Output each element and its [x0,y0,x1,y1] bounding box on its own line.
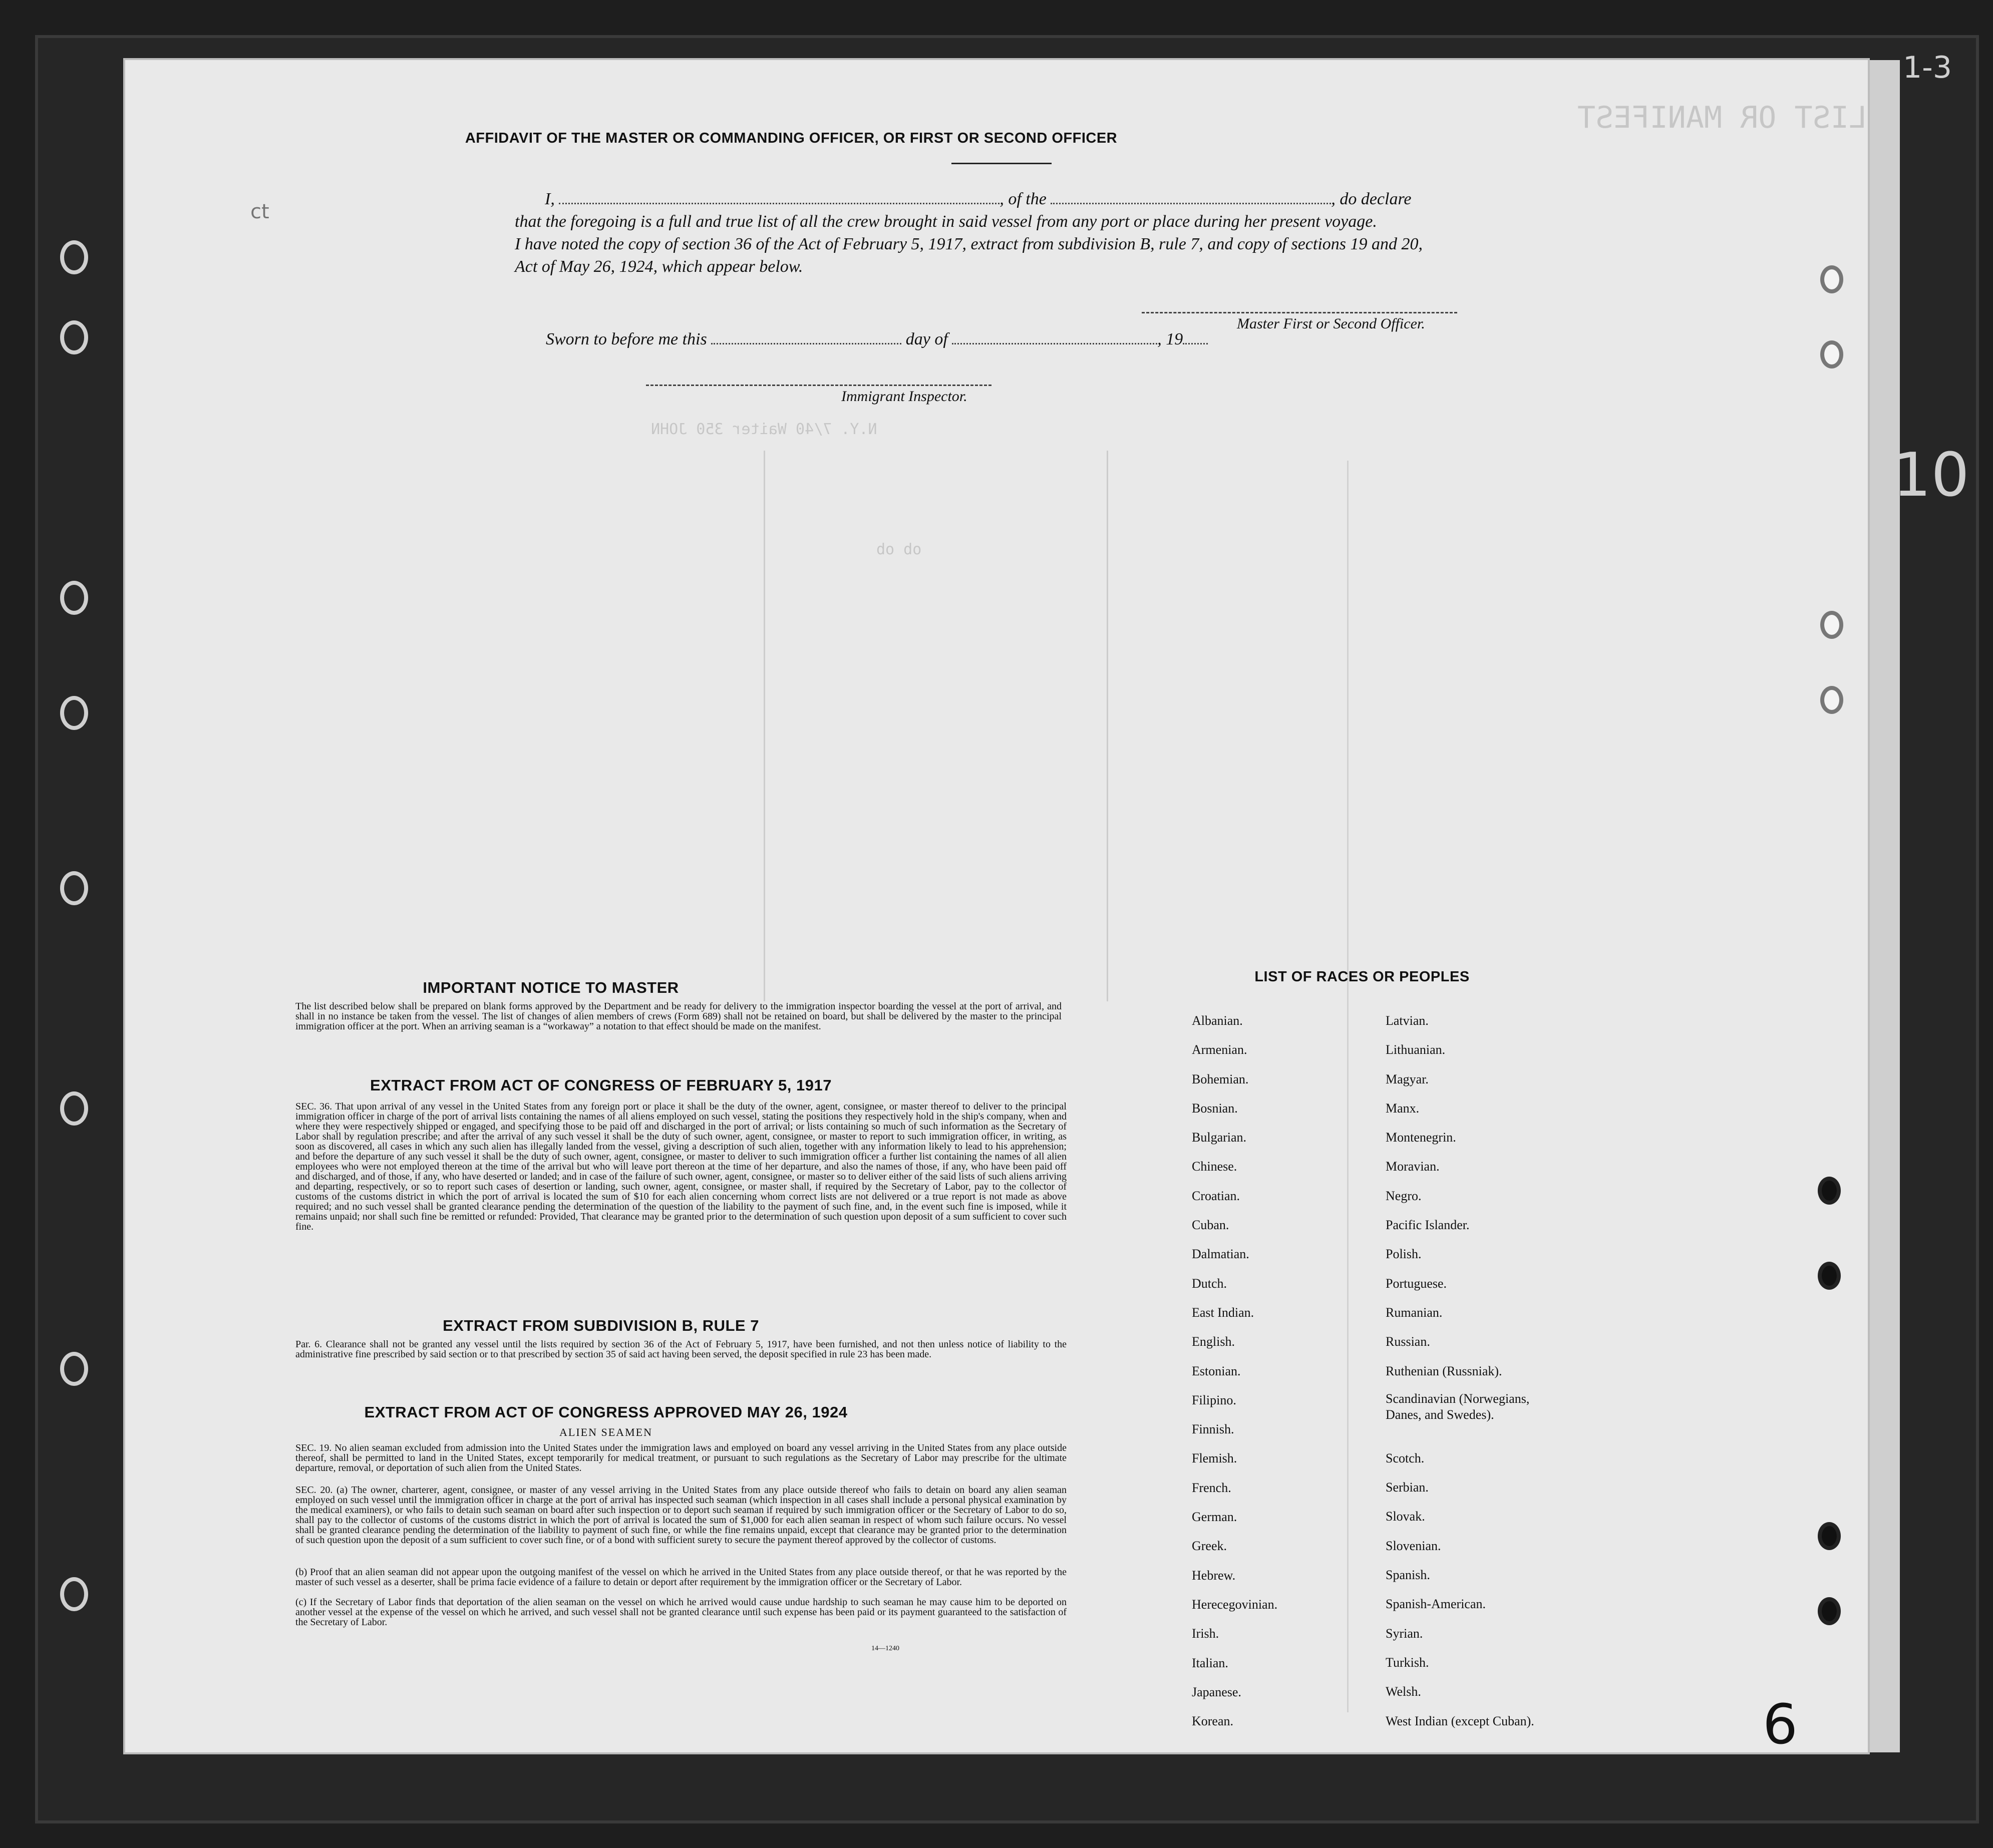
binder-hole [60,1091,88,1126]
sworn-day-blank[interactable] [711,339,901,344]
race-item: Serbian. [1386,1480,1429,1495]
race-item: Korean. [1192,1714,1234,1729]
race-item: Magyar. [1386,1071,1429,1086]
race-item: Syrian. [1386,1626,1423,1641]
master-signature-label: Master First or Second Officer. [1237,315,1425,332]
race-item: Scandinavian (Norwegians, Danes, and Swedes). [1386,1391,1530,1422]
race-item: Scotch. [1386,1450,1425,1465]
race-item: Turkish. [1386,1655,1429,1670]
race-item: Finnish. [1192,1422,1234,1437]
race-item: Russian. [1386,1334,1430,1349]
bleed-through-row: N.Y. 7/40 Waiter 350 JOHN [651,421,877,438]
form-number: 14—1240 [871,1645,899,1652]
bleed-through-rule [764,451,765,1001]
declaration-line-4: Act of May 26, 1924, which appear below. [515,257,803,276]
race-item: French. [1192,1480,1231,1495]
binder-hole [60,320,88,354]
sec19-body: SEC. 19. No alien seaman excluded from admission into the United States under the immigration laws and employed on board any vessel arriving in the United States from any place outside thereof, shall be permitted to land in the United States, except temporarily for medical treatment, or pursuant to such regulations as the Secretary of Labor may prescribe for the ultimate departure, removal, or deportation of such alien from the United States. [295,1442,1067,1473]
master-signature-line[interactable] [1142,312,1457,313]
race-item: Filipino. [1192,1392,1236,1407]
declaration-line-2: that the foregoing is a full and true list of all the crew brought in said vessel from any port or place during her present voyage. [515,212,1377,231]
race-item: Irish. [1192,1626,1219,1641]
extract-1917-title: EXTRACT FROM ACT OF CONGRESS OF FEBRUARY 5, 1917 [370,1076,832,1094]
alien-seamen-subtitle: ALIEN SEAMEN [559,1426,652,1438]
race-item: Estonian. [1192,1363,1241,1378]
race-item: Pacific Islander. [1386,1218,1470,1233]
name-blank[interactable] [559,199,1000,204]
page-hole [1818,1597,1841,1625]
race-item: Albanian. [1192,1013,1243,1028]
page-hole [1818,1177,1841,1205]
handwritten-corner-number: 1-3 [1903,50,1952,85]
race-item: Lithuanian. [1386,1042,1446,1057]
manifest-page [125,60,1868,1752]
declaration-line-1: I, , of the , do declare [545,190,1412,208]
race-item: German. [1192,1510,1237,1525]
races-left-column [1192,1006,1357,1736]
race-item: Ruthenian (Russniak). [1386,1363,1502,1378]
bleed-through-column: do do [876,541,922,558]
race-item: Italian. [1192,1655,1228,1670]
notice-body: The list described below shall be prepared on blank forms approved by the Department and be ready for delivery to the immigration inspector boarding the vessel at the port of arrival, and shall in no instance be taken from the vessel. The list of changes of alien members of crews (Form 689) shall not be retained on board, but shall be delivered by the master to the principal immigration officer at the port. When an arriving seaman is a “workaway” a notation to that effect should be made on the manifest. [295,1001,1062,1032]
page-hole [1820,611,1843,639]
affidavit-title: AFFIDAVIT OF THE MASTER OR COMMANDING OFFICER, OR FIRST OR SECOND OFFICER [465,130,1118,146]
races-right-column [1386,1006,1646,1736]
sworn-year-blank[interactable] [1183,339,1208,344]
race-item: Bulgarian. [1192,1130,1247,1145]
race-item: Herecegovinian. [1192,1597,1278,1612]
handwritten-margin-number: 10 [1893,441,1969,510]
races-title: LIST OF RACES OR PEOPLES [1254,969,1470,985]
race-item: Moravian. [1386,1159,1440,1174]
handwritten-mark: ct [250,200,269,223]
race-item: Portuguese. [1386,1276,1447,1291]
race-item: Greek. [1192,1539,1227,1554]
inspector-signature-label: Immigrant Inspector. [841,388,967,405]
sec20a-body: SEC. 20. (a) The owner, charterer, agent, consignee, or master of any vessel arriving in the United States from any place outside thereof who fails to detain on board any alien seaman employed on such vessel until the immigration officer in charge at the port of arrival has inspected such seaman (which inspection in all cases shall include a personal physical examination by the medical examiners), or who fails to detain such seaman on board after such inspection or to deport such seaman if required by such immigration officer or the Secretary of Labor to do so, shall pay to the collector of customs of the customs district in which the port of arrival is located the sum of $1,000 for each alien seaman in respect of whom such failure occurs. No vessel shall be granted clearance pending the determination of the liability to payment of such fine, or while the fine remains unpaid, except that clearance may be granted prior to the determination of such question upon the deposit of a sum sufficient to cover such fine, or of a bond with sufficient surety to secure the payment thereof approved by the collector of customs. [295,1485,1067,1546]
binder-hole [60,1352,88,1386]
race-item: Spanish. [1386,1568,1430,1583]
inspector-signature-line[interactable] [646,385,991,386]
sec20c-body: (c) If the Secretary of Labor finds that deportation of the alien seaman on the vessel on which he arrived would cause undue hardship to such seaman he may cause him to be deported on another vessel at the expense of the vessel on which he arrived, and such vessel shall not be granted clearance until such expense has been paid or its payment guaranteed to the satisfaction of the Secretary of Labor. [295,1597,1067,1628]
race-item: Cuban. [1192,1218,1229,1233]
race-item: Hebrew. [1192,1568,1236,1583]
race-item: Latvian. [1386,1013,1429,1028]
race-item: Croatian. [1192,1188,1240,1203]
race-item: Chinese. [1192,1159,1237,1174]
binder-hole [60,240,88,274]
handwritten-bottom-number: 6 [1763,1692,1798,1756]
race-item: Dalmatian. [1192,1247,1249,1262]
race-item: Armenian. [1192,1042,1247,1057]
race-item: Flemish. [1192,1451,1237,1466]
rule7-body: Par. 6. Clearance shall not be granted any vessel until the lists required by section 36 of the Act of February 5, 1917, have been furnished, and not then unless notice of liability to the administrative fine prescribed by said section or to that prescribed by section 35 of said act having been served, the deposit specified in rule 23 has been made. [295,1339,1067,1360]
race-item: Slovak. [1386,1509,1425,1524]
notice-title: IMPORTANT NOTICE TO MASTER [423,979,679,996]
page-hole [1820,340,1843,368]
race-item: Welsh. [1386,1684,1421,1699]
race-item: Rumanian. [1386,1305,1443,1320]
declaration-line-3: I have noted the copy of section 36 of the Act of February 5, 1917, extract from subdivision B, rule 7, and copy of sections 19 and 20, [515,235,1423,253]
race-item: Bosnian. [1192,1100,1238,1116]
race-item: East Indian. [1192,1305,1254,1320]
race-item: Dutch. [1192,1276,1227,1291]
page-hole [1818,1262,1841,1290]
page-hole [1820,265,1843,293]
race-item: Polish. [1386,1247,1422,1262]
rule7-title: EXTRACT FROM SUBDIVISION B, RULE 7 [443,1317,759,1334]
race-item: Slovenian. [1386,1538,1441,1553]
sworn-month-blank[interactable] [952,339,1157,344]
race-item: Negro. [1386,1188,1422,1203]
race-item: Spanish-American. [1386,1597,1486,1612]
bleed-through-rule [1107,451,1108,1001]
sec20b-body: (b) Proof that an alien seaman did not appear upon the outgoing manifest of the vessel on which he arrived in the United States from any place outside thereof, or that he was reported by the master of such vessel as a deserter, shall be prima facie evidence of a failure to detain or deport after requirement by the immigration officer or the Secretary of Labor. [295,1567,1067,1588]
bleed-through-title: LIST OR MANIFEST [1577,100,1867,135]
binder-hole [60,581,88,615]
title-rule [951,163,1052,164]
extract-1917-body: SEC. 36. That upon arrival of any vessel in the United States from any foreign port or place it shall be the duty of the owner, agent, consignee, or master thereof to deliver to the principal immigration officer in charge of the port of arrival lists containing the names of all aliens employed on such vessel, stating the positions they respectively hold in the ship's company, when and where they were respectively shipped or engaged, and specifying those to be paid off and discharged in the port of arrival; or lists containing so much of such information as the Secretary of Labor shall by regulation prescribe; and after the arrival of any such vessel it shall be the duty of such owner, agent, consignee, or master to report to such immigration officer, in writing, as soon as discovered, all cases in which any such alien has illegally landed from the vessel, giving a description of such alien, together with any information likely to lead to his apprehension; and before the departure of any such vessel it shall be the duty of such owner, agent, consignee, or master to deliver to such immigration officer a further list containing the names of all alien employees who were not employed thereon at the time of the arrival but who will leave port thereon at the time of her departure, and also the names of those, if any, who have been paid off and discharged, and of those, if any, who have deserted or landed; and in case of the failure of such owner, agent, consignee, or master so to deliver either of the said lists of such aliens arriving and departing, respectively, or so to report such cases of desertion or landing, such owner, agent, consignee, or master shall, if required by the Secretary of Labor, pay to the collector of customs of the customs district in which the port of arrival is located the sum of $10 for each alien concerning whom correct lists are not delivered or a true report is not made as above required; and no such vessel shall be granted clearance pending the determination of the question of the liability to the payment of such fine, and, in the event such fine is imposed, while it remains unpaid; nor shall such fine be remitted or refunded: Provided, That clearance may be granted prior to the determination of such question upon deposit of a sum sufficient to cover such fine. [295,1101,1067,1232]
race-item: English. [1192,1334,1235,1349]
race-item: Japanese. [1192,1684,1241,1699]
race-item: Bohemian. [1192,1071,1249,1086]
vessel-blank[interactable] [1051,199,1331,204]
binder-hole [60,1577,88,1611]
page-hole [1820,686,1843,714]
race-item: Manx. [1386,1100,1420,1116]
binder-hole [60,871,88,905]
binder-hole [60,696,88,730]
page-hole [1818,1522,1841,1550]
race-item: West Indian (except Cuban). [1386,1713,1534,1728]
extract-1924-title: EXTRACT FROM ACT OF CONGRESS APPROVED MAY 26, 1924 [364,1403,848,1421]
sworn-line: Sworn to before me this day of , 19 [546,328,1497,350]
race-item: Montenegrin. [1386,1130,1456,1145]
